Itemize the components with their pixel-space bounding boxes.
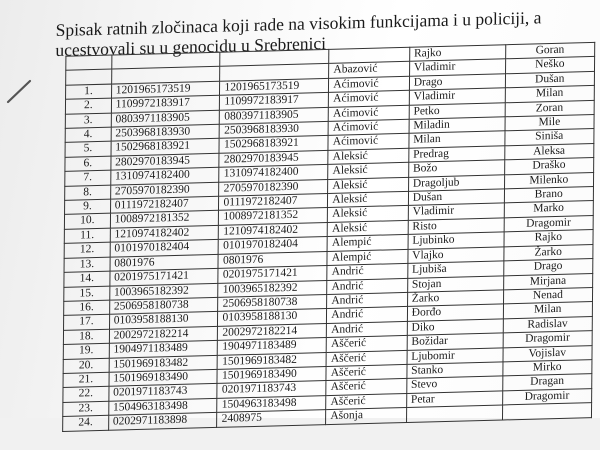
table-cell: 18. — [63, 329, 109, 345]
table-cell: Vladimir — [408, 203, 504, 220]
table-cell: 1201965173519 — [220, 78, 329, 95]
table-cell: Andrić — [327, 278, 408, 295]
table-cell: 1904971183489 — [109, 341, 218, 358]
table-cell: Abazović — [329, 62, 410, 79]
table-cell: 1501969183490 — [109, 369, 218, 386]
table-cell: Vlajko — [408, 247, 504, 264]
table-cell: 1502968183921 — [111, 139, 220, 156]
table-cell: 2002972182214 — [109, 326, 218, 343]
table-cell: 17. — [64, 315, 110, 331]
table-cell: 2506958180738 — [109, 297, 218, 314]
table-cell: 8. — [65, 185, 111, 201]
pen-mark-icon — [6, 78, 32, 104]
table-cell — [502, 403, 592, 420]
title-line-1: Spisak ratnih zločinaca koji rade na visokim funkcijama i u policiji, a — [55, 7, 542, 41]
table-cell: Dušan — [408, 189, 504, 206]
table-cell: Aćimović — [328, 119, 409, 136]
table-cell — [406, 405, 502, 422]
table-cell: 22. — [63, 387, 109, 403]
table-cell: Rajko — [409, 45, 505, 62]
table-cell: 1008972181352 — [219, 208, 328, 225]
table-cell: Draško — [504, 158, 594, 175]
table-cell: 13. — [64, 257, 110, 273]
table-cell: Diko — [407, 319, 503, 336]
table-cell: 0103958188130 — [218, 309, 327, 326]
table-cell: Vladimir — [409, 88, 505, 105]
table-cell: 0201971183743 — [109, 384, 218, 401]
table-cell: 1504963183498 — [217, 395, 326, 412]
table-cell: Aćimović — [329, 76, 410, 93]
table-cell: Andrić — [327, 321, 408, 338]
table-cell: 1003965182392 — [218, 280, 327, 297]
table-cell: Stevo — [407, 376, 503, 393]
table-cell: 1. — [66, 84, 112, 100]
table-cell: 0201975171421 — [110, 268, 219, 285]
table-cell: Ljubinko — [408, 232, 504, 249]
table-cell: 20. — [63, 358, 109, 374]
table-cell: Milan — [409, 131, 505, 148]
table-cell: 2. — [65, 98, 111, 114]
table-cell: Aščerić — [326, 364, 407, 381]
table-cell: 2503968183930 — [220, 121, 329, 138]
table-cell: 0803971183905 — [111, 110, 220, 127]
table-cell: 1008972181352 — [110, 211, 219, 228]
table-cell: 3. — [65, 113, 111, 129]
table-cell: Andrić — [327, 292, 408, 309]
table-cell: 0801976 — [218, 251, 327, 268]
table-cell: Marko — [504, 201, 594, 218]
table-cell: 2705970182390 — [110, 182, 219, 199]
table-cell: Dragomir — [504, 215, 594, 232]
table-cell: Dragomir — [503, 331, 593, 348]
table-cell: Drago — [503, 259, 593, 276]
table-cell: 2802970183945 — [111, 153, 220, 170]
table-cell: Mirko — [502, 360, 592, 377]
table-cell: 0801976 — [110, 254, 219, 271]
table-cell: Miladin — [409, 117, 505, 134]
table-cell: Ljubiša — [408, 261, 504, 278]
table-cell: Aščerić — [326, 379, 407, 396]
table-cell: Žarko — [407, 290, 503, 307]
table-cell: Aščerić — [326, 336, 407, 353]
table-cell: Žarko — [503, 244, 593, 261]
table-body — [63, 42, 595, 431]
names-table — [62, 42, 595, 432]
table-cell: Đorđo — [407, 304, 503, 321]
table-cell: 7. — [65, 170, 111, 186]
table-cell: Milenko — [504, 172, 594, 189]
table-cell: 0201975171421 — [218, 266, 327, 283]
table-cell: 24. — [63, 415, 109, 431]
table-cell: 1501969183482 — [109, 355, 218, 372]
table-cell: Neško — [505, 57, 595, 74]
table-cell: 10. — [64, 214, 110, 230]
table-cell: 0103958188130 — [109, 312, 218, 329]
table-cell: 1201965173519 — [111, 81, 220, 98]
table-cell: Dušan — [505, 71, 595, 88]
table-cell: Radislav — [503, 316, 593, 333]
table-cell: Andrić — [327, 307, 408, 324]
table-cell: Brano — [504, 187, 594, 204]
table-cell: 23. — [63, 401, 109, 417]
table-cell: 15. — [64, 286, 110, 302]
table-cell: 1210974182402 — [110, 225, 219, 242]
table-cell: Aleksić — [328, 148, 409, 165]
table-cell: 0803971183905 — [220, 107, 329, 124]
table-cell: Dragan — [502, 374, 592, 391]
table-cell: Božo — [408, 160, 504, 177]
table-cell: 1501969183482 — [218, 352, 327, 369]
table-cell: Vladimir — [409, 59, 505, 76]
table-cell: Vojislav — [503, 345, 593, 362]
table-cell: 6. — [65, 156, 111, 172]
table-cell: Stojan — [407, 275, 503, 292]
table-cell: 9. — [65, 199, 111, 215]
table-cell: Dragomir — [502, 388, 592, 405]
table-cell: Mirjana — [503, 273, 593, 290]
table-cell: 1310974182400 — [219, 165, 328, 182]
table-cell: 0101970182404 — [219, 237, 328, 254]
table-cell: 1310974182400 — [110, 168, 219, 185]
table-cell: Andrić — [327, 263, 408, 280]
table-cell: Mile — [505, 114, 595, 131]
table-cell — [66, 55, 112, 71]
table-cell: Aćimović — [328, 105, 409, 122]
table-cell: Božidar — [407, 333, 503, 350]
table-cell: 5. — [65, 142, 111, 158]
table-cell: Aleksić — [327, 220, 408, 237]
table-cell: Drago — [409, 74, 505, 91]
title-line-2: ucestvovali su u genocidu u Srebrenici — [55, 32, 327, 61]
table-cell: 19. — [63, 343, 109, 359]
table-cell: Ašonja — [326, 408, 407, 425]
table-cell: 16. — [64, 300, 110, 316]
table-cell: 1504963183498 — [108, 398, 217, 415]
table-cell: 2802970183945 — [219, 150, 328, 167]
table-cell: Milan — [505, 86, 595, 103]
table-cell: Aleksić — [328, 206, 409, 223]
table-cell: Rajko — [504, 230, 594, 247]
table-cell: 0101970182404 — [110, 240, 219, 257]
table-cell: 0202971183898 — [108, 413, 217, 430]
table-cell: 0201971183743 — [217, 381, 326, 398]
rotated-page-content — [52, 0, 596, 450]
table-cell: Goran — [505, 42, 595, 59]
table-cell: 2503968183930 — [111, 124, 220, 141]
table-cell: 0111972182407 — [110, 196, 219, 213]
table-cell: Petar — [406, 391, 502, 408]
table-cell: Ljubomir — [407, 347, 503, 364]
table-cell: 1109972183917 — [111, 95, 220, 112]
table-cell: Aleksić — [328, 177, 409, 194]
table-cell: Petko — [409, 102, 505, 119]
table-cell: Aščerić — [326, 350, 407, 367]
table-cell: 4. — [65, 127, 111, 143]
table-cell: 1501969183490 — [217, 366, 326, 383]
table-cell: Nenad — [503, 287, 593, 304]
table-cell: 11. — [64, 228, 110, 244]
table-cell: Aleksić — [328, 163, 409, 180]
table-cell: 2705970182390 — [219, 179, 328, 196]
table-cell — [66, 69, 112, 85]
table-cell: Milan — [503, 302, 593, 319]
table-cell: 1904971183489 — [218, 338, 327, 355]
table-cell: Zoran — [505, 100, 595, 117]
table-cell: Stanko — [407, 362, 503, 379]
table-cell: Risto — [408, 218, 504, 235]
table-cell: 21. — [63, 372, 109, 388]
table-cell: Aleksić — [328, 191, 409, 208]
table-cell: Aćimović — [329, 91, 410, 108]
table-cell: 2506958180738 — [218, 294, 327, 311]
table-cell: Predrag — [409, 146, 505, 163]
table-cell: Aleksa — [504, 143, 594, 160]
table-cell: 1003965182392 — [109, 283, 218, 300]
table-cell: 1109972183917 — [220, 93, 329, 110]
table-cell: Alempić — [327, 235, 408, 252]
table-cell: Alempić — [327, 249, 408, 266]
table-cell: 2002972182214 — [218, 323, 327, 340]
table-cell: 12. — [64, 242, 110, 258]
table-cell: Dragoljub — [408, 174, 504, 191]
table-cell: 1210974182402 — [219, 222, 328, 239]
table-cell: 14. — [64, 271, 110, 287]
table-cell: 2408975 — [217, 410, 326, 427]
table-cell: Aščerić — [326, 393, 407, 410]
table-cell: 0111972182407 — [219, 194, 328, 211]
table-cell: Siniša — [504, 129, 594, 146]
table-cell: 1502968183921 — [219, 136, 328, 153]
table-cell: Aćimović — [328, 134, 409, 151]
